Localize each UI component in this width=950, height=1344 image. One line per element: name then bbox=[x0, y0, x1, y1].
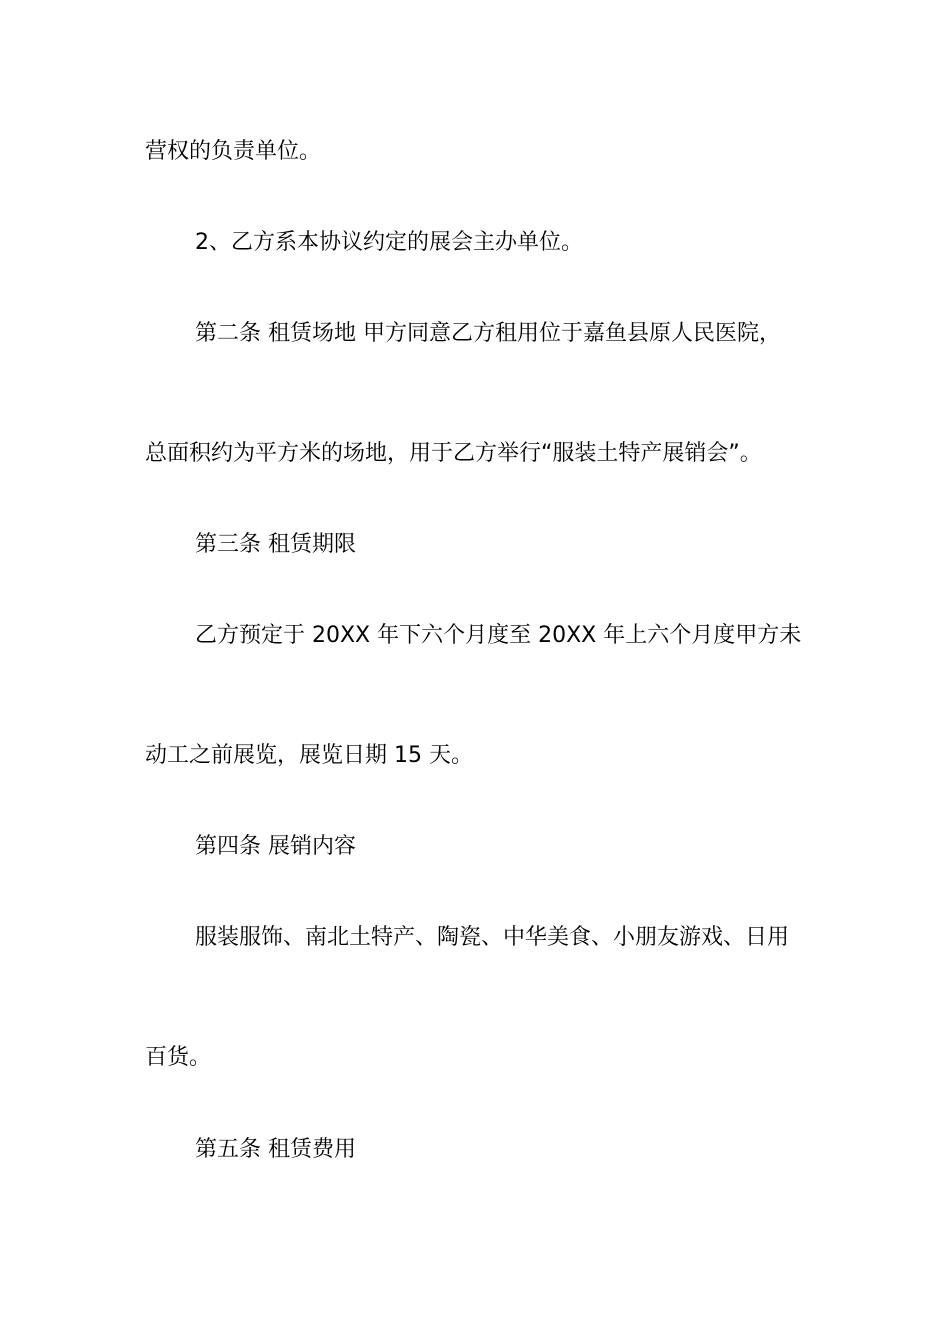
text-line-continuation-operating-rights: 营权的负责单位。 bbox=[145, 139, 322, 164]
article-3-lease-term-text: 乙方预定于 20XX 年下六个月度至 20XX 年上六个月度甲方未 bbox=[195, 623, 802, 648]
article-2-venue-area: 总面积约为平方米的场地，用于乙方举行“服装土特产展销会”。 bbox=[145, 441, 762, 466]
article-2-lease-venue: 第二条 租赁场地 甲方同意乙方租用位于嘉鱼县原人民医院， bbox=[195, 321, 781, 346]
article-3-exhibition-duration: 动工之前展览，展览日期 15 天。 bbox=[145, 743, 473, 768]
text-line-party-b-organizer: 2、乙方系本协议约定的展会主办单位。 bbox=[195, 230, 583, 255]
article-4-content-list: 服装服饰、南北土特产、陶瓷、中华美食、小朋友游戏、日用 bbox=[195, 925, 790, 950]
article-3-heading-lease-term: 第三条 租赁期限 bbox=[195, 532, 356, 557]
article-5-heading-lease-fees: 第五条 租赁费用 bbox=[195, 1137, 356, 1162]
article-4-content-list-end: 百货。 bbox=[145, 1045, 212, 1070]
article-4-heading-exhibition-content: 第四条 展销内容 bbox=[195, 834, 356, 859]
